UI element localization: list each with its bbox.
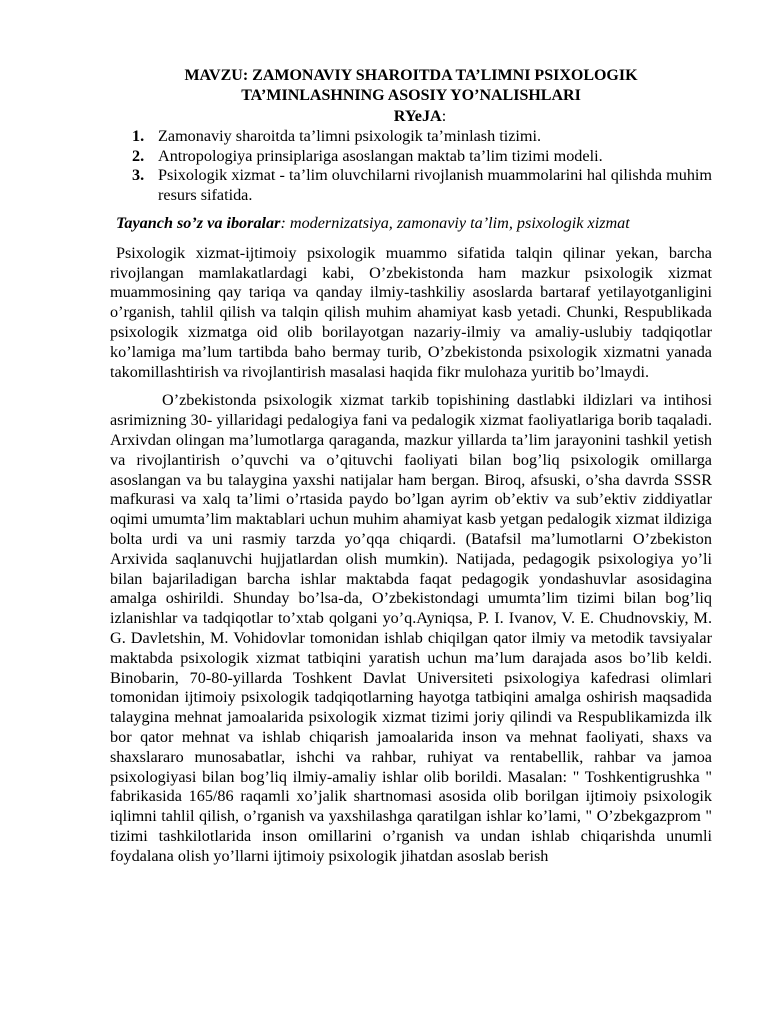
plan-item-number: 2. [132, 146, 145, 165]
keywords-text: : modernizatsiya, zamonaviy ta’lim, psixologik xizmat [280, 213, 630, 232]
plan-heading [110, 107, 712, 127]
plan-item [110, 127, 712, 147]
plan-item [110, 166, 712, 206]
plan-item-number: 1. [132, 126, 145, 145]
title-line-1: MAVZU: ZAMONAVIY SHAROITDA TA’LIMNI PSIXOLOGIK [184, 67, 638, 84]
plan-heading-colon: : [441, 107, 447, 125]
document-title [110, 66, 712, 105]
plan-list [110, 127, 712, 206]
keywords-line [110, 214, 712, 234]
plan-heading-label: RYeJA [393, 107, 442, 125]
plan-item-text: Psixologik xizmat - ta’lim oluvchilarni rivojlanish muammolarini hal qilishda muhim resurs sifatida. [158, 166, 712, 205]
body-paragraph-2: O’zbekistonda psixologik xizmat tarkib topishining dastlabki ildizlari va intihosi asrimizning 30- yillaridagi pedalogiya fani va pedalogik xizmat faoliyatlariga borib taqaladi. Arxivdan olingan ma’lumotlarga qaraganda, mazkur yillarda ta’lim jarayonini tashkil yetish va rivojlantirish o’quvchi va o’qituvchi faoliyati bilan bog’liq psixologik omillarga asoslangan va bu talaygina yaxshi natijalar ham bergan. Biroq, afsuski, o’sha davrda SSSR mafkurasi va xalq ta’limi o’rtasida paydo bo’lgan ayrim ob’ektiv va sub’ektiv ziddiyatlar oqimi umumta’lim maktablari uchun muhim ahamiyat kasb yetgan pedalogik xizmat ildiziga bolta urdi va uni rasmiy tarzda yo’qqa chiqardi. (Batafsil ma’lumotlarni O’zbekiston Arxivida saqlanuvchi hujjatlardan olish mumkin). Natijada, pedagogik psixologiya yo’li bilan bajariladigan barcha ishlar maktabda faqat pedagogik yondashuvlar asosidagina amalga oshirildi. Shunday bo’lsa-da, O’zbekistondagi umumta’lim tizimi bilan bog’liq izlanishlar va tadqiqotlar to’xtab qolgani yo’q.Ayniqsa, P. I. Ivanov, V. E. Chudnovskiy, M. G. Davletshin, M. Vohidovlar tomonidan ishlab chiqilgan qator ilmiy va metodik tavsiyalar maktabda psixologik xizmat tatbiqini yaratish uchun ma’lum darajada asos bo’lib keldi. Binobarin, 70-80-yillarda Toshkent Davlat Universiteti psixologiya kafedrasi olimlari tomonidan ijtimoiy psixologik tadqiqotlarning hayotga tatbiqini amalga oshirish maqsadida talaygina mehnat jamoalarida psixologik xizmat tizimi joriy qilindi va Respublikamizda ilk bor qator mehnat va ishlab chiqarish jamoalarida inson va mehnat faoliyati, shaxs va shaxslararo munosabatlar, ishchi va rahbar, ruhiyat va rentabellik, rahbar va jamoa psixologiyasi bilan bog’liq ilmiy-amaliy ishlar olib borildi. Masalan: " Toshkentigrushka " fabrikasida 165/86 raqamli xo’jalik shartnomasi asosida olib borilgan ijtimoiy psixologik iqlimni tahlil qilish, o’rganish va yaxshilashga qaratilgan ishlar ko’lami, " O’zbekgazprom " tizimi tashkilotlarida inson omillarini o’rganish va undan ishlab chiqarishda unumli foydalana olish yo’llarni ijtimoiy psixologik jihatdan asoslab berish [110, 391, 712, 865]
plan-item [110, 147, 712, 167]
body-paragraph-1: Psixologik xizmat-ijtimoiy psixologik muammo sifatida talqin qilinar yekan, barcha rivojlangan mamlakatlardagi kabi, O’zbekistonda ham mazkur psixologik xizmat muammosining qay tariqa va qanday ilmiy-tashkiliy asoslarda bartaraf yetilayotganligini o’rganish, tahlil qilish va talqin qilish muhim ahamiyat kasb yetadi. Chunki, Respublikada psixologik xizmatga oid olib borilayotgan nazariy-ilmiy va amaliy-uslubiy tadqiqotlar ko’lamiga ma’lum tartibda baho bermay turib, O’zbekistonda psixologik xizmatni yanada takomillashtirish va rivojlantirish masalasi haqida fikr mulohaza yuritib bo’lmaydi. [110, 243, 712, 381]
title-line-2: TA’MINLASHNING ASOSIY YO’NALISHLARI [241, 86, 581, 104]
keywords-label: Tayanch so’z va iboralar [116, 213, 281, 232]
plan-item-text: Zamonaviy sharoitda ta’limni psixologik ta’minlash tizimi. [158, 126, 542, 145]
document-page [110, 66, 712, 866]
plan-item-number: 3. [132, 166, 145, 185]
plan-item-text: Antropologiya prinsiplariga asoslangan maktab ta’lim tizimi modeli. [158, 146, 603, 165]
